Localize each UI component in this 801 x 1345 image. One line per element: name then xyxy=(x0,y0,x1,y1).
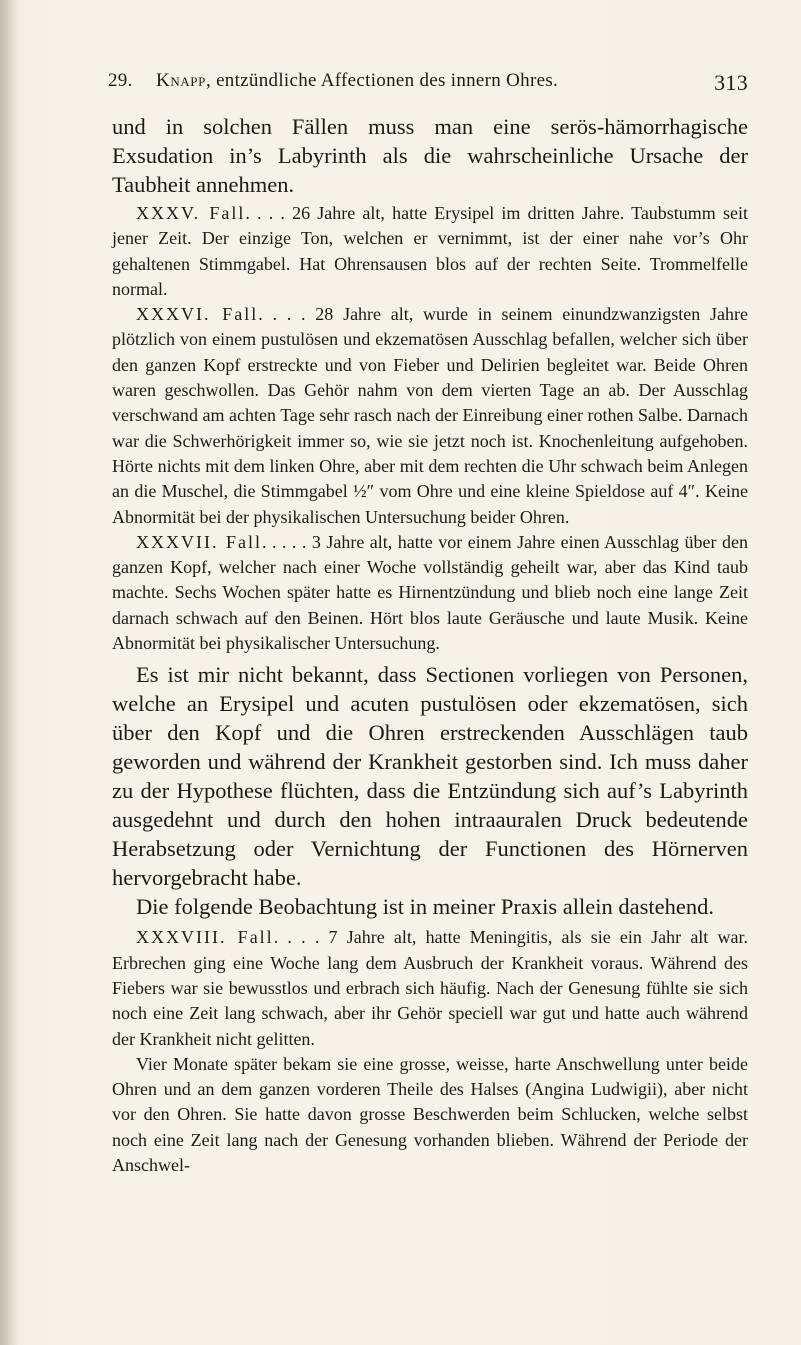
paragraph-text: Es ist mir nicht bekannt, dass Sectionen vorliegen von Personen, welche an Erysipel und acuten pustulösen oder ekzematösen, sich über den Kopf und die Ohren erstreckenden Ausschlägen taub geworden und während der Krankheit gestorben sind. Ich muss daher zu der Hypothese flüchten, dass die Entzündung sich auf’s Labyrinth ausgedehnt und durch den hohen intraauralen Druck bedeutende Herabsetzung oder Vernichtung der Functionen des Hörnerven hervorgebracht habe. xyxy=(112,662,748,891)
paragraph xyxy=(112,892,748,921)
case-paragraph xyxy=(112,302,748,530)
running-title xyxy=(156,70,558,92)
paragraph-text: . . . . 26 Jahre alt, hatte Erysipel im dritten Jahre. Taubstumm seit jener Zeit. Der einzige Ton, welchen er vernimmt, ist der einer nahe vor’s Ohr gehaltenen Stimmgabel. Hat Ohrensausen blos auf der rechten Seite. Trommelfelle normal. xyxy=(112,203,748,299)
running-title-text: , entzündliche Affectionen des innern Ohres. xyxy=(205,70,559,91)
paragraph-text: und in solchen Fällen muss man eine serös-hämorrhagische Exsudation in’s Labyrinth als die wahrscheinliche Ursache der Taubheit annehmen. xyxy=(112,114,748,197)
case-label: XXXVIII. Fall xyxy=(136,927,274,948)
paragraph xyxy=(112,660,748,892)
paragraph-text: . . . . 7 Jahre alt, hatte Meningitis, als sie ein Jahr alt war. Erbrechen ging eine Woche lang dem Ausbruch der Krankheit voraus. Während des Fiebers war sie bewusstlos und erbrach sich häufig. Nach der Genesung fühlte sie sich noch eine Zeit lang schwach, aber ihr Gehör speciell war gut und hatte auch während der Krankheit nicht gelitten. xyxy=(112,927,749,1049)
page-body xyxy=(112,112,748,1178)
paragraph-text: . . . . . 3 Jahre alt, hatte vor einem Jahre einen Ausschlag über den ganzen Kopf, welcher nach einer Woche vollständig geheilt war, aber das Kind taub machte. Sechs Wochen später hatte es Hirnentzündung und blieb noch eine lange Zeit darnach schwach auf den Beinen. Hört blos laute Geräusche und laute Musik. Keine Abnormität bei physikalischer Untersuchung. xyxy=(112,531,748,654)
paragraph xyxy=(112,1052,748,1178)
case-paragraph xyxy=(112,201,748,302)
case-label: XXXVI. Fall xyxy=(136,304,259,325)
case-paragraph xyxy=(112,925,748,1051)
running-title-author: Knapp xyxy=(156,70,206,91)
case-label: XXXVII. Fall xyxy=(136,531,262,552)
page-gutter-shadow xyxy=(0,0,20,1345)
paragraph xyxy=(112,112,748,199)
paragraph-text: . . . . 28 Jahre alt, wurde in seinem einundzwanzigsten Jahre plötzlich von einem pustulösen und ekzematösen Ausschlag befallen, welcher sich über den ganzen Kopf erstreckte und von Fieber und Delirien begleitet war. Beide Ohren waren geschwollen. Das Gehör nahm von dem vierten Tage an ab. Der Ausschlag verschwand am achten Tage sehr rasch nach der Einreibung einer rothen Salbe. Darnach war die Schwerhörigkeit immer so, wie sie jetzt noch ist. Knochenleitung aufgehoben. Hörte nichts mit dem linken Ohre, aber mit dem rechten die Uhr schwach beim Anlegen an die Muschel, die Stimmgabel ½″ vom Ohre und eine kleine Spieldose auf 4″. Keine Abnormität bei der physikalischen Untersuchung beider Ohren. xyxy=(112,304,748,527)
page-number: 313 xyxy=(714,70,748,95)
case-paragraph xyxy=(112,530,748,656)
case-label: XXXV. Fall xyxy=(136,203,246,223)
section-number: 29. xyxy=(108,70,133,91)
paragraph-text: Vier Monate später bekam sie eine grosse, weisse, harte Anschwellung unter beide Ohren und an dem ganzen vorderen Theile des Halses (Angina Ludwigii), aber nicht vor den Ohren. Sie hatte davon grosse Beschwerden beim Schlucken, welche selbst noch eine Zeit lang nach der Genesung vorhanden blieben. Während der Periode der Anschwel- xyxy=(112,1053,748,1176)
running-header xyxy=(108,70,748,94)
paragraph-text: Die folgende Beobachtung ist in meiner Praxis allein dastehend. xyxy=(136,894,714,920)
